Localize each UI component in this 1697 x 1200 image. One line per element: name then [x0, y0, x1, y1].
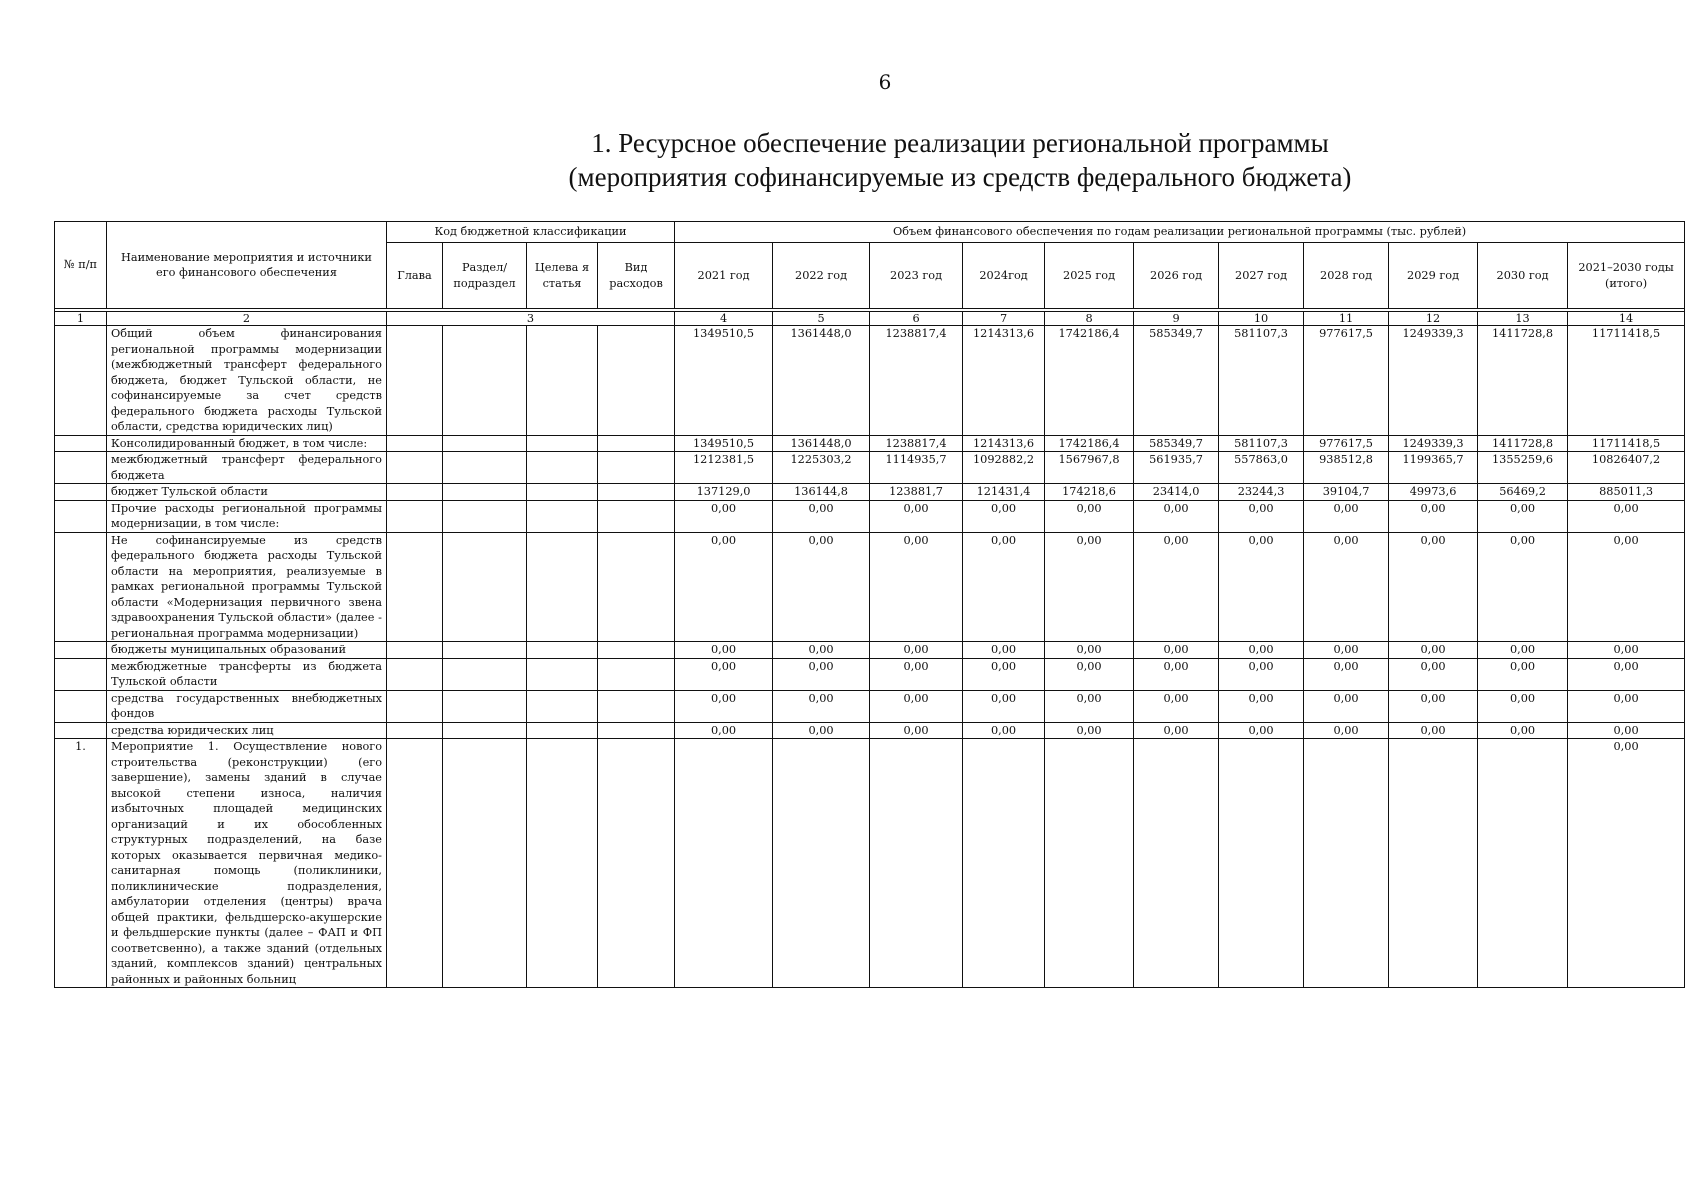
row-number	[55, 326, 107, 436]
value-cell: 1411728,8	[1478, 435, 1568, 452]
row-name: Мероприятие 1. Осуществление нового строительства (реконструкции) (его завершение), замены зданий в случае высокой степени износа, наличия избыточных площадей медицинских организаций и их обособленных структурных подразделений, на базе которых оказывается первичная медико-санитарная помощь (поликлиники, поликлинические подразделения, амбулатории отделения (центры) врача общей практики, фельдшерско-акушерские и фельдшерские пункты (далее – ФАП и ФП соответсвенно), а также зданий (отдельных зданий, комплексов зданий) центральных районных и районных больниц	[107, 739, 387, 988]
kbk-cell	[387, 435, 443, 452]
title-line-1: 1. Ресурсное обеспечение реализации региональной программы	[591, 128, 1329, 158]
header-year: 2030 год	[1478, 243, 1568, 309]
value-cell: 977617,5	[1304, 435, 1389, 452]
column-number: 13	[1478, 312, 1568, 326]
value-cell: 0,00	[1478, 642, 1568, 659]
value-cell: 0,00	[963, 690, 1045, 722]
value-cell: 0,00	[675, 642, 773, 659]
row-number	[55, 642, 107, 659]
value-cell: 23414,0	[1134, 484, 1219, 501]
value-cell: 0,00	[963, 500, 1045, 532]
kbk-cell	[443, 532, 527, 642]
header-year: 2029 год	[1389, 243, 1478, 309]
header-year: 2026 год	[1134, 243, 1219, 309]
header-kbk-col: Глава	[387, 243, 443, 309]
row-number	[55, 690, 107, 722]
kbk-cell	[527, 642, 598, 659]
value-cell: 0,00	[963, 722, 1045, 739]
value-cell: 0,00	[773, 690, 870, 722]
value-cell: 121431,4	[963, 484, 1045, 501]
value-cell: 137129,0	[675, 484, 773, 501]
header-year: 2021 год	[675, 243, 773, 309]
value-cell: 0,00	[1304, 658, 1389, 690]
value-cell: 39104,7	[1304, 484, 1389, 501]
kbk-cell	[387, 532, 443, 642]
value-cell: 0,00	[1568, 642, 1685, 659]
kbk-cell	[598, 484, 675, 501]
value-cell: 0,00	[1389, 532, 1478, 642]
header-kbk-col: Раздел/ подраздел	[443, 243, 527, 309]
kbk-cell	[387, 739, 443, 988]
value-cell	[1389, 739, 1478, 988]
column-number: 6	[870, 312, 963, 326]
value-cell: 0,00	[675, 532, 773, 642]
value-cell: 49973,6	[1389, 484, 1478, 501]
value-cell: 0,00	[1304, 690, 1389, 722]
column-number: 9	[1134, 312, 1219, 326]
table-row	[55, 722, 1685, 739]
kbk-cell	[387, 326, 443, 436]
value-cell: 561935,7	[1134, 452, 1219, 484]
header-kbk: Код бюджетной классификации	[387, 222, 675, 243]
kbk-cell	[443, 435, 527, 452]
table-row	[55, 435, 1685, 452]
value-cell: 0,00	[870, 658, 963, 690]
header-year: 2021–2030 годы (итого)	[1568, 243, 1685, 309]
value-cell: 1212381,5	[675, 452, 773, 484]
column-number: 7	[963, 312, 1045, 326]
kbk-cell	[443, 642, 527, 659]
kbk-cell	[527, 452, 598, 484]
value-cell: 136144,8	[773, 484, 870, 501]
row-number	[55, 435, 107, 452]
value-cell: 0,00	[675, 658, 773, 690]
kbk-cell	[443, 484, 527, 501]
value-cell: 585349,7	[1134, 435, 1219, 452]
value-cell: 0,00	[773, 500, 870, 532]
table-row	[55, 326, 1685, 436]
value-cell	[963, 739, 1045, 988]
value-cell: 0,00	[1568, 722, 1685, 739]
value-cell: 585349,7	[1134, 326, 1219, 436]
value-cell: 0,00	[675, 690, 773, 722]
kbk-cell	[598, 435, 675, 452]
value-cell: 1567967,8	[1045, 452, 1134, 484]
value-cell: 1114935,7	[870, 452, 963, 484]
header-year: 2027 год	[1219, 243, 1304, 309]
kbk-cell	[387, 500, 443, 532]
value-cell: 1238817,4	[870, 435, 963, 452]
value-cell: 0,00	[870, 722, 963, 739]
column-number: 14	[1568, 312, 1685, 326]
page-number: 6	[878, 70, 892, 94]
value-cell: 0,00	[1389, 642, 1478, 659]
kbk-cell	[387, 658, 443, 690]
kbk-cell	[527, 435, 598, 452]
kbk-cell	[598, 722, 675, 739]
row-name: межбюджетный трансферт федерального бюджета	[107, 452, 387, 484]
header-num: № п/п	[55, 222, 107, 309]
value-cell: 557863,0	[1219, 452, 1304, 484]
value-cell: 0,00	[1568, 532, 1685, 642]
column-number: 5	[773, 312, 870, 326]
title-line-2: (мероприятия софинансируемые из средств федерального бюджета)	[568, 162, 1352, 192]
kbk-cell	[527, 739, 598, 988]
kbk-cell	[527, 532, 598, 642]
value-cell	[1304, 739, 1389, 988]
value-cell: 1349510,5	[675, 435, 773, 452]
value-cell: 0,00	[1568, 739, 1685, 988]
value-cell: 0,00	[1568, 500, 1685, 532]
value-cell: 1349510,5	[675, 326, 773, 436]
table-row	[55, 690, 1685, 722]
kbk-cell	[598, 326, 675, 436]
row-name: Общий объем финансирования региональной программы модернизации (межбюджетный трансферт федерального бюджета, бюджет Тульской области, не софинансируемые за счет средств федерального бюджета расходы Тульской области, средства юридических лиц)	[107, 326, 387, 436]
kbk-cell	[443, 452, 527, 484]
row-name: межбюджетные трансферты из бюджета Тульской области	[107, 658, 387, 690]
value-cell: 1355259,6	[1478, 452, 1568, 484]
value-cell: 0,00	[1045, 690, 1134, 722]
value-cell: 0,00	[1134, 658, 1219, 690]
value-cell: 0,00	[870, 642, 963, 659]
row-number	[55, 532, 107, 642]
header-name: Наименование мероприятия и источники его финансового обеспечения	[107, 222, 387, 309]
column-number: 12	[1389, 312, 1478, 326]
value-cell: 0,00	[1389, 658, 1478, 690]
value-cell: 0,00	[773, 532, 870, 642]
table-row	[55, 500, 1685, 532]
row-number: 1.	[55, 739, 107, 988]
value-cell: 1214313,6	[963, 326, 1045, 436]
value-cell: 0,00	[1045, 722, 1134, 739]
value-cell: 0,00	[1134, 642, 1219, 659]
value-cell: 11711418,5	[1568, 326, 1685, 436]
row-name: средства государственных внебюджетных фондов	[107, 690, 387, 722]
value-cell: 0,00	[1478, 500, 1568, 532]
row-number	[55, 452, 107, 484]
kbk-cell	[443, 326, 527, 436]
value-cell: 977617,5	[1304, 326, 1389, 436]
kbk-cell	[387, 722, 443, 739]
value-cell: 1742186,4	[1045, 326, 1134, 436]
kbk-cell	[387, 484, 443, 501]
kbk-cell	[387, 690, 443, 722]
value-cell: 0,00	[1134, 722, 1219, 739]
row-name: Консолидированный бюджет, в том числе:	[107, 435, 387, 452]
kbk-cell	[387, 452, 443, 484]
value-cell: 0,00	[773, 722, 870, 739]
value-cell: 0,00	[773, 642, 870, 659]
value-cell: 0,00	[1478, 532, 1568, 642]
value-cell: 0,00	[1389, 722, 1478, 739]
kbk-cell	[598, 532, 675, 642]
row-number	[55, 658, 107, 690]
value-cell: 1249339,3	[1389, 326, 1478, 436]
value-cell: 0,00	[1045, 642, 1134, 659]
kbk-cell	[527, 484, 598, 501]
row-number	[55, 500, 107, 532]
header-kbk-col: Целева я статья	[527, 243, 598, 309]
table-row	[55, 739, 1685, 988]
value-cell: 0,00	[1219, 500, 1304, 532]
value-cell: 0,00	[1389, 500, 1478, 532]
value-cell: 1361448,0	[773, 326, 870, 436]
table-row	[55, 484, 1685, 501]
value-cell: 0,00	[1045, 500, 1134, 532]
value-cell: 0,00	[1219, 658, 1304, 690]
value-cell: 0,00	[1568, 690, 1685, 722]
value-cell: 1411728,8	[1478, 326, 1568, 436]
kbk-cell	[598, 452, 675, 484]
document-title	[0, 126, 1680, 194]
row-name: Не софинансируемые из средств федерального бюджета расходы Тульской области на мероприятия, реализуемые в рамках региональной программы Тульской области «Модернизация первичного звена здравоохранения Тульской области» (далее - региональная программа модернизации)	[107, 532, 387, 642]
header-year: 2022 год	[773, 243, 870, 309]
value-cell: 0,00	[870, 500, 963, 532]
value-cell	[1045, 739, 1134, 988]
value-cell	[675, 739, 773, 988]
value-cell: 174218,6	[1045, 484, 1134, 501]
kbk-cell	[527, 658, 598, 690]
value-cell: 0,00	[963, 658, 1045, 690]
kbk-cell	[527, 326, 598, 436]
resource-table	[54, 221, 1685, 988]
value-cell: 56469,2	[1478, 484, 1568, 501]
table-row	[55, 658, 1685, 690]
value-cell: 10826407,2	[1568, 452, 1685, 484]
row-name: бюджеты муниципальных образований	[107, 642, 387, 659]
kbk-cell	[443, 500, 527, 532]
value-cell: 0,00	[1389, 690, 1478, 722]
kbk-cell	[598, 500, 675, 532]
value-cell: 11711418,5	[1568, 435, 1685, 452]
kbk-cell	[598, 658, 675, 690]
column-number: 1	[55, 312, 107, 326]
value-cell: 0,00	[1045, 532, 1134, 642]
value-cell: 0,00	[1478, 722, 1568, 739]
value-cell: 123881,7	[870, 484, 963, 501]
table-row	[55, 452, 1685, 484]
value-cell: 1249339,3	[1389, 435, 1478, 452]
value-cell: 0,00	[870, 532, 963, 642]
kbk-cell	[598, 739, 675, 988]
kbk-cell	[527, 500, 598, 532]
value-cell: 0,00	[1134, 500, 1219, 532]
header-year: 2024год	[963, 243, 1045, 309]
value-cell: 0,00	[870, 690, 963, 722]
value-cell: 0,00	[1304, 722, 1389, 739]
value-cell: 1742186,4	[1045, 435, 1134, 452]
value-cell: 581107,3	[1219, 326, 1304, 436]
value-cell: 0,00	[675, 722, 773, 739]
kbk-cell	[527, 690, 598, 722]
kbk-cell	[387, 642, 443, 659]
value-cell	[1478, 739, 1568, 988]
value-cell: 0,00	[963, 532, 1045, 642]
value-cell: 0,00	[1219, 690, 1304, 722]
value-cell: 0,00	[1478, 690, 1568, 722]
row-name: средства юридических лиц	[107, 722, 387, 739]
value-cell: 0,00	[1134, 532, 1219, 642]
value-cell: 0,00	[1304, 500, 1389, 532]
column-number: 8	[1045, 312, 1134, 326]
column-number: 3	[387, 312, 675, 326]
kbk-cell	[443, 722, 527, 739]
value-cell: 1199365,7	[1389, 452, 1478, 484]
kbk-cell	[598, 690, 675, 722]
kbk-cell	[598, 642, 675, 659]
value-cell: 1092882,2	[963, 452, 1045, 484]
header-year: 2028 год	[1304, 243, 1389, 309]
value-cell: 0,00	[1219, 642, 1304, 659]
table-row	[55, 532, 1685, 642]
value-cell: 0,00	[1219, 722, 1304, 739]
value-cell: 1214313,6	[963, 435, 1045, 452]
row-number	[55, 722, 107, 739]
value-cell: 581107,3	[1219, 435, 1304, 452]
value-cell: 0,00	[1478, 658, 1568, 690]
row-name: бюджет Тульской области	[107, 484, 387, 501]
header-volume: Объем финансового обеспечения по годам реализации региональной программы (тыс. рублей)	[675, 222, 1685, 243]
value-cell	[1134, 739, 1219, 988]
value-cell	[870, 739, 963, 988]
value-cell: 938512,8	[1304, 452, 1389, 484]
header-year: 2025 год	[1045, 243, 1134, 309]
column-number: 2	[107, 312, 387, 326]
value-cell: 1225303,2	[773, 452, 870, 484]
column-number: 10	[1219, 312, 1304, 326]
row-number	[55, 484, 107, 501]
value-cell: 1361448,0	[773, 435, 870, 452]
value-cell: 0,00	[773, 658, 870, 690]
value-cell: 0,00	[675, 500, 773, 532]
header-year: 2023 год	[870, 243, 963, 309]
value-cell: 1238817,4	[870, 326, 963, 436]
row-name: Прочие расходы региональной программы модернизации, в том числе:	[107, 500, 387, 532]
table-row	[55, 642, 1685, 659]
header-kbk-col: Вид расходов	[598, 243, 675, 309]
value-cell: 23244,3	[1219, 484, 1304, 501]
value-cell	[773, 739, 870, 988]
kbk-cell	[443, 739, 527, 988]
column-number: 4	[675, 312, 773, 326]
column-number: 11	[1304, 312, 1389, 326]
kbk-cell	[527, 722, 598, 739]
value-cell	[1219, 739, 1304, 988]
value-cell: 0,00	[1304, 532, 1389, 642]
value-cell: 0,00	[1045, 658, 1134, 690]
kbk-cell	[443, 690, 527, 722]
value-cell: 0,00	[963, 642, 1045, 659]
value-cell: 0,00	[1568, 658, 1685, 690]
value-cell: 0,00	[1134, 690, 1219, 722]
kbk-cell	[443, 658, 527, 690]
value-cell: 885011,3	[1568, 484, 1685, 501]
value-cell: 0,00	[1304, 642, 1389, 659]
value-cell: 0,00	[1219, 532, 1304, 642]
